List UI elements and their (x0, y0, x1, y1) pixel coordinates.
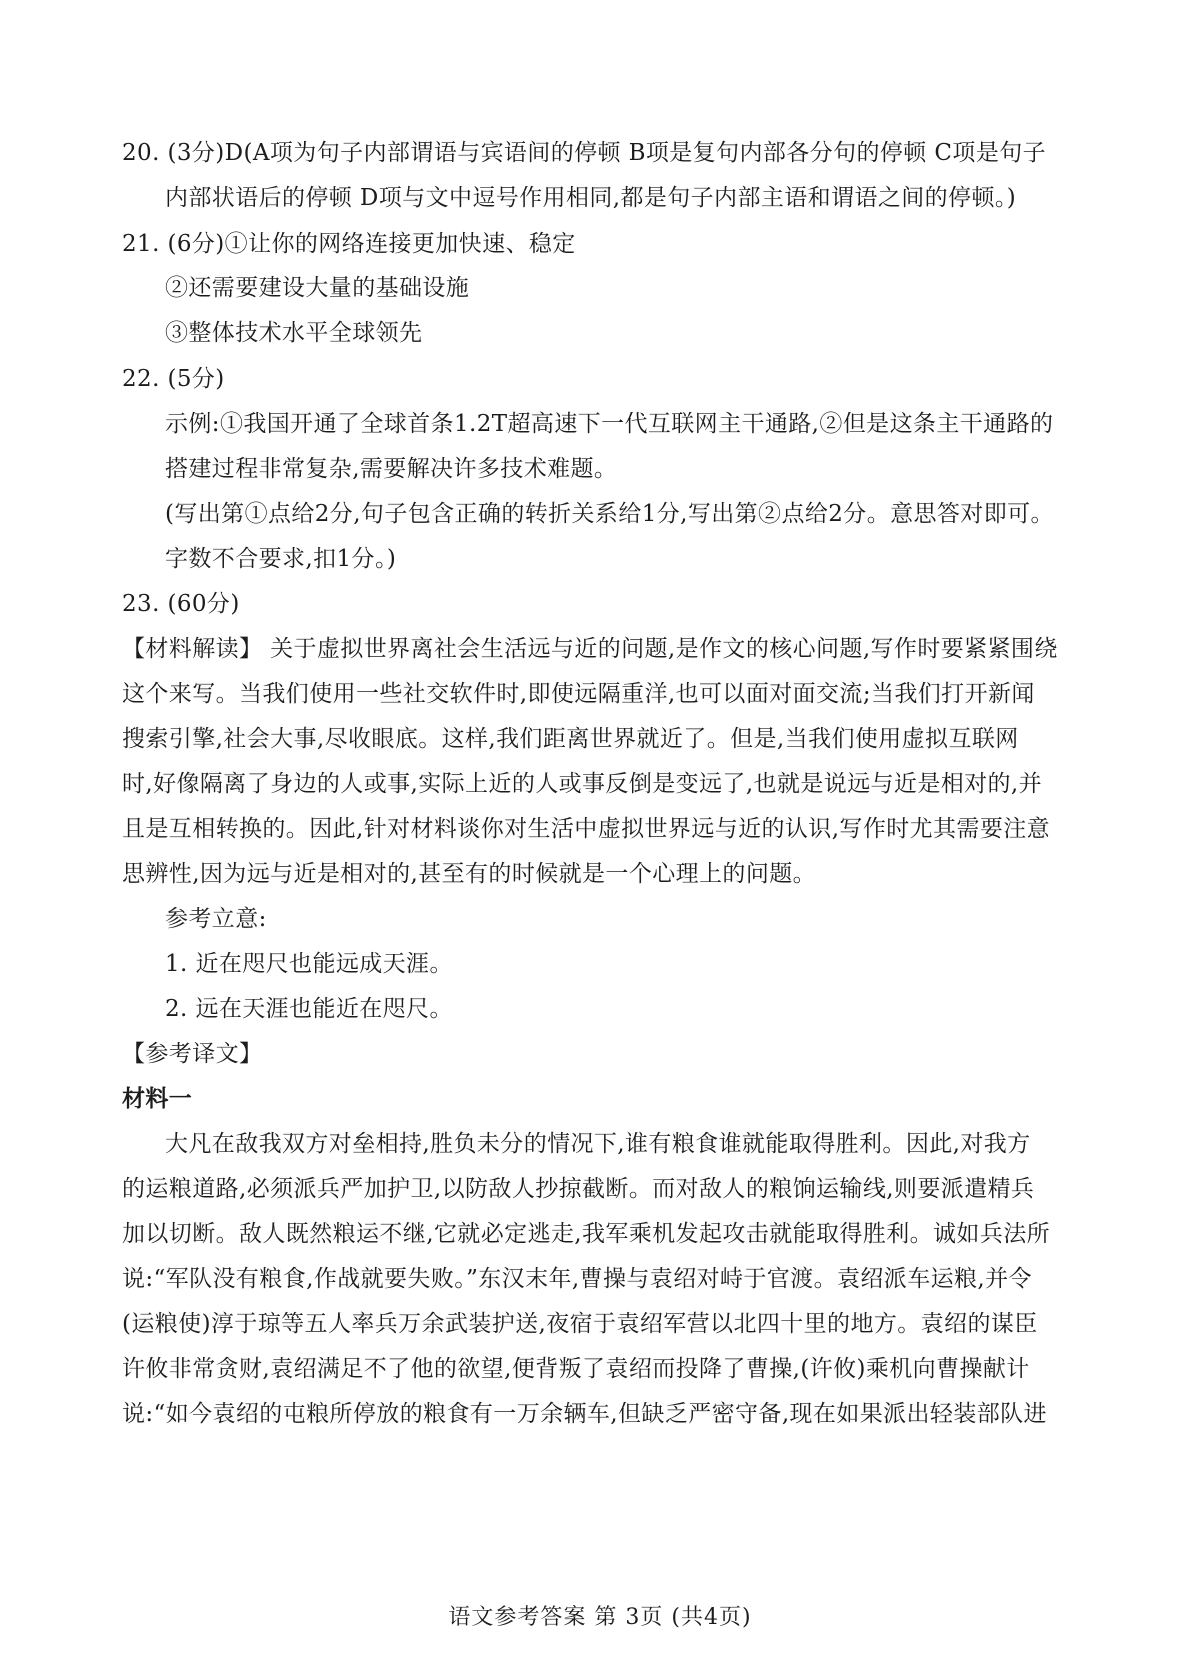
q23-material-line-3: 搜索引擎,社会大事,尽收眼底。这样,我们距离世界就近了。但是,当我们使用虚拟互联网 (122, 726, 1019, 752)
q22-scoring-line-1: (写出第①点给2分,句子包含正确的转折关系给1分,写出第②点给2分。意思答对即可。 (165, 501, 1054, 527)
translation-line-5: (运粮使)淳于琼等五人率兵万余武装护送,夜宿于袁绍军营以北四十里的地方。袁绍的谋臣 (122, 1311, 1038, 1337)
q23-material-line-5: 且是互相转换的。因此,针对材料谈你对生活中虚拟世界远与近的认识,写作时尤其需要注意 (122, 816, 1051, 842)
q23-ref-item-1: 1. 近在咫尺也能远成天涯。 (165, 951, 453, 977)
translation-heading: 【参考译文】 (122, 1041, 263, 1067)
q22-example-line-1: 示例:①我国开通了全球首条1.2T超高速下一代互联网主干通路,②但是这条主干通路的 (165, 411, 1054, 437)
translation-line-3: 加以切断。敌人既然粮运不继,它就必定逃走,我军乘机发起攻击就能取得胜利。诚如兵法所 (122, 1221, 1051, 1247)
q22-scoring-line-2: 字数不合要求,扣1分。) (165, 546, 397, 572)
q23-material-line-2: 这个来写。当我们使用一些社交软件时,即使远隔重洋,也可以面对面交流;当我们打开新闻 (122, 681, 1035, 707)
q21-line-2: ②还需要建设大量的基础设施 (165, 275, 470, 301)
q22-example-line-2: 搭建过程非常复杂,需要解决许多技术难题。 (165, 456, 618, 482)
translation-line-7: 说:“如今袁绍的屯粮所停放的粮食有一万余辆车,但缺乏严密守备,现在如果派出轻装部队进 (122, 1401, 1047, 1427)
q22-line-1: 22. (5分) (122, 366, 225, 392)
q21-line-1: 21. (6分)①让你的网络连接更加快速、稳定 (122, 231, 576, 257)
q20-line-1: 20. (3分)D(A项为句子内部谓语与宾语间的停顿 B项是复句内部各分句的停顿 C项是句子 (122, 140, 1047, 166)
q21-line-3: ③整体技术水平全球领先 (165, 320, 423, 346)
material-one-heading: 材料一 (122, 1085, 193, 1112)
translation-line-4: 说:“军队没有粮食,作战就要失败。”东汉末年,曹操与袁绍对峙于官渡。袁绍派车运粮,并令 (122, 1266, 1032, 1292)
q23-material-line-6: 思辨性,因为远与近是相对的,甚至有的时候就是一个心理上的问题。 (122, 861, 817, 887)
translation-line-6: 许攸非常贪财,袁绍满足不了他的欲望,便背叛了袁绍而投降了曹操,(许攸)乘机向曹操献计 (122, 1356, 1030, 1382)
q23-material-line-1: 【材料解读】 关于虚拟世界离社会生活远与近的问题,是作文的核心问题,写作时要紧紧围绕 (122, 636, 1058, 662)
q23-ref-item-2: 2. 远在天涯也能近在咫尺。 (165, 996, 453, 1022)
q23-line-1: 23. (60分) (122, 591, 240, 617)
translation-line-1: 大凡在敌我双方对垒相持,胜负未分的情况下,谁有粮食谁就能取得胜利。因此,对我方 (165, 1131, 1031, 1157)
translation-line-2: 的运粮道路,必须派兵严加护卫,以防敌人抄掠截断。而对敌人的粮饷运输线,则要派遣精兵 (122, 1176, 1035, 1202)
q23-ref-title: 参考立意: (165, 906, 267, 932)
q20-line-2: 内部状语后的停顿 D项与文中逗号作用相同,都是句子内部主语和谓语之间的停顿。) (165, 185, 1017, 211)
page-footer: 语文参考答案 第 3页 (共4页) (448, 1605, 752, 1630)
q23-material-line-4: 时,好像隔离了身边的人或事,实际上近的人或事反倒是变远了,也就是说远与近是相对的,并 (122, 771, 1043, 797)
